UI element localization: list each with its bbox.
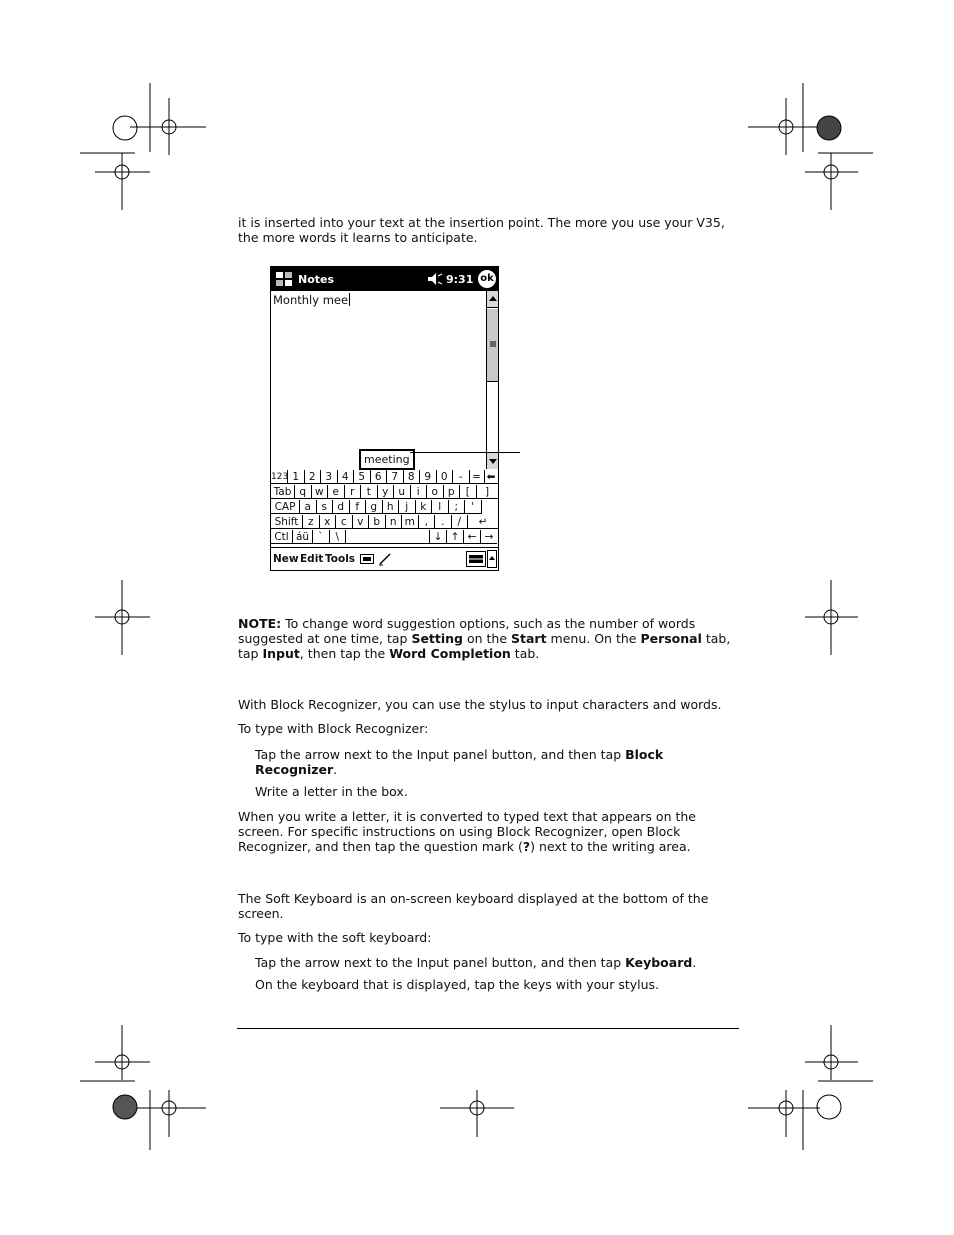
scroll-thumb[interactable] [487,309,499,382]
windows-start-icon[interactable] [274,270,294,288]
key[interactable]: ] [477,485,498,499]
key[interactable]: v [353,515,370,529]
accent-key[interactable]: áü [293,530,313,544]
shift-key[interactable]: Shift [271,515,303,529]
note-text-6: tab. [510,646,540,661]
callout-line [410,452,520,453]
arrow-up-key[interactable]: ↑ [447,530,464,544]
key[interactable]: 4 [338,470,355,484]
soft-intro: The Soft Keyboard is an on-screen keyboard displayed at the bottom of the screen. [238,891,709,921]
key[interactable]: 123 [271,472,289,482]
block-step-2: Write a letter in the box. [255,784,408,799]
key[interactable]: p [444,485,461,499]
key[interactable]: f [350,500,367,514]
insertion-caret [349,293,350,306]
key[interactable]: \ [330,530,347,544]
note-setting: Setting [411,631,463,646]
keyboard-row-3 [271,500,482,515]
arrow-down-icon [487,453,499,469]
key[interactable]: 0 [437,470,454,484]
note-text-1: To change word suggestion options, such as the number of words suggested at one time, tap [238,616,696,646]
key[interactable]: x [320,515,337,529]
arrow-left-key[interactable]: ← [464,530,481,544]
key[interactable]: t [361,485,378,499]
vertical-scrollbar[interactable] [486,291,499,469]
key[interactable]: m [402,515,419,529]
key[interactable]: [ [460,485,477,499]
key[interactable]: ; [449,500,466,514]
scroll-down-arrow[interactable] [487,452,499,469]
key[interactable]: 7 [387,470,404,484]
key[interactable]: ` [313,530,330,544]
notes-screenshot [270,266,499,571]
key[interactable]: o [427,485,444,499]
key[interactable]: d [333,500,350,514]
key[interactable]: 6 [371,470,388,484]
enter-key[interactable]: ↵ [468,515,498,529]
arrow-up-icon [487,291,499,307]
key[interactable]: l [432,500,449,514]
question-mark-term: ? [522,839,531,854]
caps-key[interactable]: CAP [271,500,300,514]
note-text: Monthly mee [273,293,349,307]
input-panel-keyboard-icon[interactable] [466,551,486,567]
ctrl-key[interactable]: Ctl [271,530,293,544]
recording-icon[interactable] [360,554,374,564]
key[interactable]: 3 [321,470,338,484]
key[interactable]: h [383,500,400,514]
block-para-text-2: ) next to the writing area. [530,839,691,854]
key[interactable]: i [411,485,428,499]
keyboard-row-5 [271,530,497,545]
note-text-3: menu. On the [546,631,641,646]
key[interactable]: a [300,500,317,514]
title-bar [271,267,498,291]
key[interactable]: z [303,515,320,529]
keyboard-row-2 [271,485,498,500]
soft-totype: To type with the soft keyboard: [238,930,432,945]
input-panel-arrow-icon[interactable] [487,550,497,568]
keyboard-row-1 [271,470,498,485]
pen-icon[interactable] [378,552,392,566]
note-word-completion: Word Completion [389,646,511,661]
key[interactable]: 9 [420,470,437,484]
key[interactable]: n [386,515,403,529]
key[interactable]: y [378,485,395,499]
key[interactable]: = [470,470,485,484]
key[interactable]: Tab [271,485,295,499]
keyboard-row-4 [271,515,498,530]
key[interactable]: 5 [354,470,371,484]
menu-new[interactable]: New [273,553,299,565]
block-recognizer-term: Block Recognizer [255,747,664,777]
key[interactable]: e [328,485,345,499]
note-input: Input [262,646,300,661]
keyboard-term: Keyboard [625,955,693,970]
key[interactable]: 1 [288,470,305,484]
key[interactable]: r [345,485,362,499]
menu-bar [271,547,498,571]
key[interactable]: 2 [305,470,322,484]
block-step-1 [255,747,735,777]
ok-button[interactable]: ok [478,270,496,288]
key[interactable]: w [312,485,329,499]
menu-tools[interactable]: Tools [325,553,356,565]
key[interactable]: g [366,500,383,514]
footer-rule [237,1028,739,1029]
soft-step-2: On the keyboard that is displayed, tap the keys with your stylus. [255,977,660,992]
key[interactable]: s [317,500,334,514]
arrow-down-key[interactable]: ↓ [430,530,447,544]
block-para-text-1: When you write a letter, it is converted to typed text that appears on the screen. For specific instructions on using Block Recognizer, open Block Recognizer, and then tap the question mark ( [238,809,696,854]
note-personal: Personal [640,631,702,646]
block-paragraph [238,809,738,854]
key[interactable]: , [419,515,436,529]
key[interactable]: / [452,515,469,529]
block-totype: To type with Block Recognizer: [238,721,429,736]
soft-step-1 [255,955,735,970]
soft-step-1-text: Tap the arrow next to the Input panel button, and then tap [255,955,626,970]
block-step-1-text: Tap the arrow next to the Input panel button, and then tap [255,747,626,762]
note-start: Start [511,631,547,646]
soft-step-1-end: . [692,955,697,970]
key[interactable]: 8 [404,470,421,484]
word-suggestion[interactable]: meeting [359,449,415,470]
key[interactable]: j [399,500,416,514]
note-text-2: on the [463,631,512,646]
note-label: NOTE: [238,616,282,631]
speaker-icon[interactable] [427,272,443,286]
block-intro: With Block Recognizer, you can use the stylus to input characters and words. [238,697,722,712]
scroll-up-arrow[interactable] [487,291,499,308]
menu-edit[interactable]: Edit [300,553,324,565]
key[interactable]: - [453,470,470,484]
backspace-key[interactable]: ⬅ [485,470,498,484]
note-editor[interactable] [273,293,350,307]
clock[interactable]: 9:31 [446,273,474,286]
space-key[interactable] [346,530,430,544]
note-text-5: , then tap the [299,646,390,661]
arrow-right-key[interactable]: → [481,530,497,544]
app-title: Notes [298,273,335,286]
note-paragraph [238,616,738,661]
key[interactable]: c [336,515,353,529]
key[interactable]: q [295,485,312,499]
key[interactable]: . [435,515,452,529]
note-text-4: tab, tap [238,631,731,661]
intro-paragraph: it is inserted into your text at the insertion point. The more you use your V35, the more words it learns to anticipate. [238,215,725,245]
key[interactable]: b [369,515,386,529]
block-step-1-end: . [333,762,338,777]
key[interactable]: u [394,485,411,499]
key[interactable]: k [416,500,433,514]
grip-icon [487,309,499,381]
key[interactable]: ' [465,500,482,514]
